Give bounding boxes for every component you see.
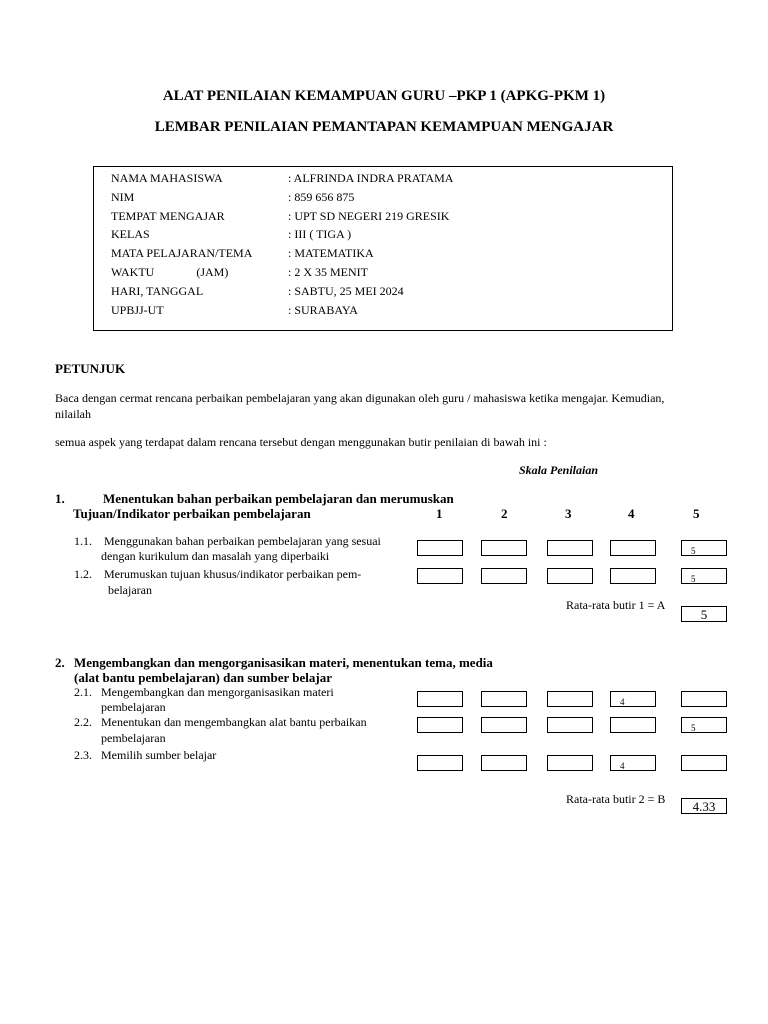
score-box-1-2-scale-1[interactable] [417, 568, 463, 584]
scale-number-5: 5 [693, 506, 700, 521]
score-box-1-2-scale-2[interactable] [481, 568, 527, 584]
item-2-2-number: 2.2. [74, 715, 92, 729]
average-1-value[interactable]: 5 [681, 606, 727, 622]
average-2-label: Rata-rata butir 2 = B [566, 792, 666, 806]
info-value-class: : III ( TIGA ) [288, 227, 352, 241]
item-2-1-number: 2.1. [74, 685, 92, 699]
score-box-2-1-scale-1[interactable] [417, 691, 463, 707]
score-mark-2-3: 4 [620, 761, 625, 771]
item-1-1-number: 1.1. [74, 534, 92, 548]
info-label-class: KELAS [111, 227, 150, 241]
score-box-1-1-scale-1[interactable] [417, 540, 463, 556]
score-box-1-1-scale-2[interactable] [481, 540, 527, 556]
score-box-2-1-scale-3[interactable] [547, 691, 593, 707]
section-1-title-line-2: Tujuan/Indikator perbaikan pembelajaran [73, 506, 311, 521]
score-box-2-2-scale-5[interactable] [681, 717, 727, 733]
info-label-subject: MATA PELAJARAN/TEMA [111, 246, 253, 260]
score-box-2-1-scale-5[interactable] [681, 691, 727, 707]
section-2-title-line-1: Mengembangkan dan mengorganisasikan materi, menentukan tema, media [74, 655, 493, 670]
section-1-title-line-1: Menentukan bahan perbaikan pembelajaran dan merumuskan [103, 491, 454, 506]
score-box-1-2-scale-4[interactable] [610, 568, 656, 584]
info-label-place: TEMPAT MENGAJAR [111, 209, 225, 223]
score-box-2-3-scale-4[interactable] [610, 755, 656, 771]
info-value-date: : SABTU, 25 MEI 2024 [288, 284, 404, 298]
average-2-value[interactable]: 4.33 [681, 798, 727, 814]
info-label-time: WAKTU (JAM) [111, 265, 229, 279]
info-label-upbjj: UPBJJ-UT [111, 303, 164, 317]
score-box-2-1-scale-4[interactable] [610, 691, 656, 707]
section-1-number: 1. [55, 491, 65, 506]
score-box-2-2-scale-2[interactable] [481, 717, 527, 733]
scale-number-1: 1 [436, 506, 443, 521]
info-value-upbjj: : SURABAYA [288, 303, 358, 317]
info-label-date: HARI, TANGGAL [111, 284, 204, 298]
score-mark-2-2: 5 [691, 723, 696, 733]
score-box-2-3-scale-2[interactable] [481, 755, 527, 771]
instructions-line-3: semua aspek yang terdapat dalam rencana tersebut dengan menggunakan butir penilaian di bawah ini : [55, 435, 547, 449]
score-box-1-1-scale-5[interactable] [681, 540, 727, 556]
section-2-title-line-2: (alat bantu pembelajaran) dan sumber belajar [74, 670, 332, 685]
info-value-time: : 2 X 35 MENIT [288, 265, 368, 279]
scale-number-3: 3 [565, 506, 572, 521]
item-1-2-number: 1.2. [74, 567, 92, 581]
score-box-1-1-scale-3[interactable] [547, 540, 593, 556]
score-box-2-3-scale-3[interactable] [547, 755, 593, 771]
score-box-2-1-scale-2[interactable] [481, 691, 527, 707]
score-mark-1-2: 5 [691, 574, 696, 584]
document-title: ALAT PENILAIAN KEMAMPUAN GURU –PKP 1 (APKG-PKM 1) [162, 88, 606, 104]
score-box-1-1-scale-4[interactable] [610, 540, 656, 556]
info-label-name: NAMA MAHASISWA [111, 171, 223, 185]
instructions-heading: PETUNJUK [55, 361, 126, 376]
info-value-subject: : MATEMATIKA [288, 246, 374, 260]
score-mark-1-1: 5 [691, 546, 696, 556]
item-2-3-text-line-1: Memilih sumber belajar [101, 748, 217, 762]
item-2-2-text-line-2: pembelajaran [101, 731, 166, 745]
score-box-2-2-scale-3[interactable] [547, 717, 593, 733]
item-2-3-number: 2.3. [74, 748, 92, 762]
score-box-2-2-scale-1[interactable] [417, 717, 463, 733]
score-box-2-3-scale-5[interactable] [681, 755, 727, 771]
section-2-number: 2. [55, 655, 65, 670]
item-1-1-text-line-2: dengan kurikulum dan masalah yang diperbaiki [101, 549, 330, 563]
item-2-1-text-line-1: Mengembangkan dan mengorganisasikan materi [101, 685, 334, 699]
info-value-nim: : 859 656 875 [288, 190, 355, 204]
scale-number-2: 2 [501, 506, 508, 521]
info-value-name: : ALFRINDA INDRA PRATAMA [288, 171, 454, 185]
scale-label: Skala Penilaian [519, 463, 599, 477]
item-1-2-text-line-1: Merumuskan tujuan khusus/indikator perbaikan pem- [104, 567, 362, 581]
item-2-1-text-line-2: pembelajaran [101, 700, 166, 714]
score-box-2-3-scale-1[interactable] [417, 755, 463, 771]
score-box-1-2-scale-3[interactable] [547, 568, 593, 584]
item-2-2-text-line-1: Menentukan dan mengembangkan alat bantu perbaikan [101, 715, 367, 729]
item-1-1-text-line-1: Menggunakan bahan perbaikan pembelajaran yang sesuai [104, 534, 381, 548]
average-1-label: Rata-rata butir 1 = A [566, 598, 666, 612]
scale-number-4: 4 [628, 506, 635, 521]
score-box-2-2-scale-4[interactable] [610, 717, 656, 733]
instructions-line-2: nilailah [55, 407, 91, 421]
document-subtitle: LEMBAR PENILAIAN PEMANTAPAN KEMAMPUAN MENGAJAR [154, 119, 614, 135]
info-value-place: : UPT SD NEGERI 219 GRESIK [288, 209, 450, 223]
score-box-1-2-scale-5[interactable] [681, 568, 727, 584]
score-mark-2-1: 4 [620, 697, 625, 707]
item-1-2-text-line-2: belajaran [108, 583, 152, 597]
info-label-nim: NIM [111, 190, 135, 204]
instructions-line-1: Baca dengan cermat rencana perbaikan pembelajaran yang akan digunakan oleh guru / mahasiswa ketika mengajar. Kemudian, [55, 391, 665, 405]
